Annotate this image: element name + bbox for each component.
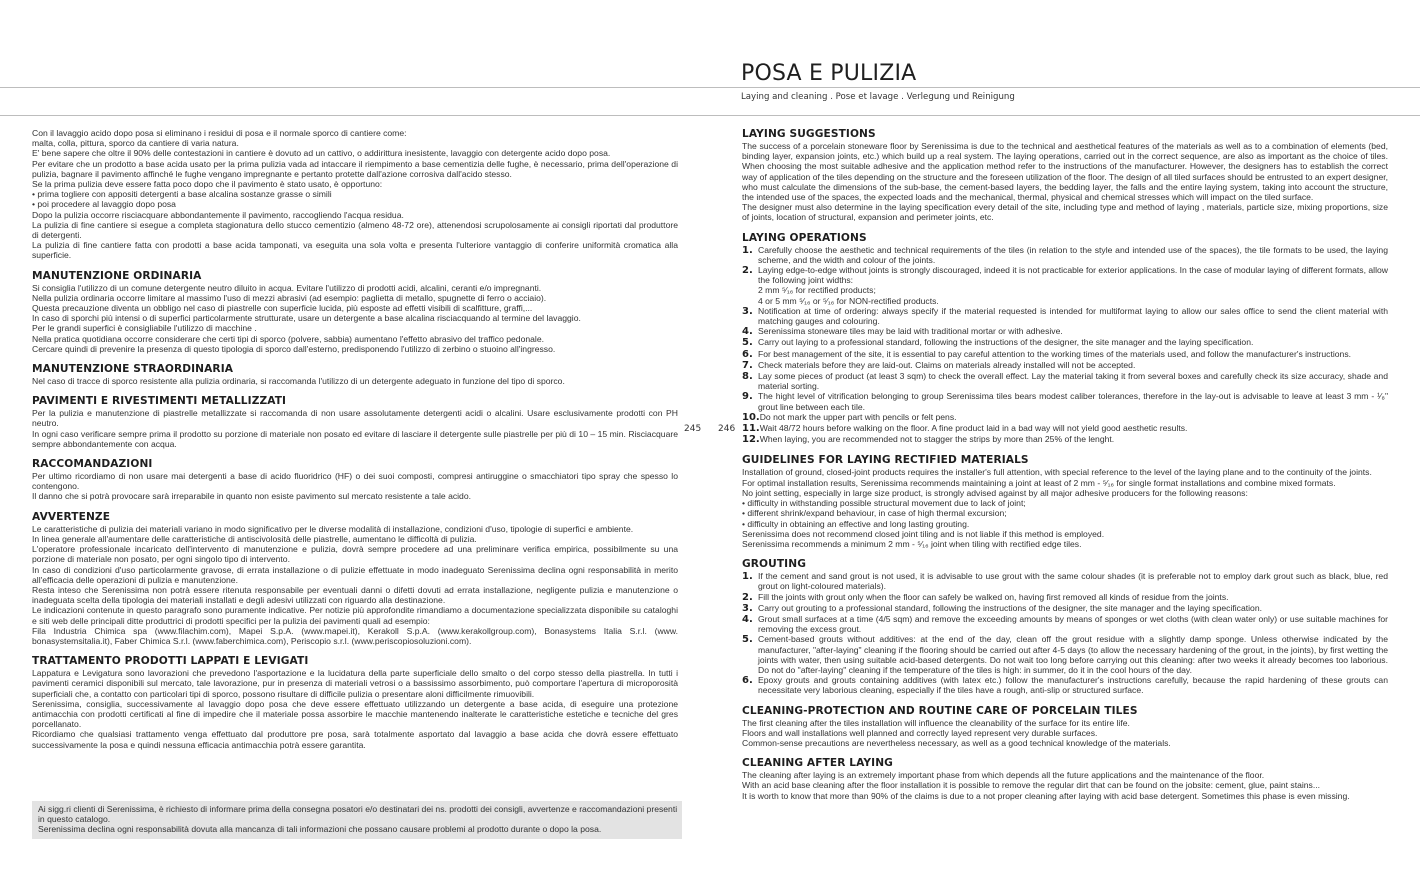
paragraph: Le caratteristiche di pulizia dei materiali variano in modo significativo per le diverse modalità di installazione, condizioni d'uso, tipologie di superfici e ambiente.	[32, 523, 634, 534]
page-title: POSA E PULIZIA	[741, 61, 917, 86]
paragraph: The designer must also determine in the laying specification every detail of the site, including type and method of laying , materials, particle size, mixing proportions, size of joints, location of structural, expansion and perimeter joints, etc.	[742, 202, 1388, 223]
list-item: 10. Do not mark the upper part with pencils or felt pens.	[742, 411, 957, 423]
section-heading: LAYING OPERATIONS	[742, 231, 867, 244]
list-item: 1. Carefully choose the aesthetic and technical requirements of the tiles (in relation to the style and intended use of the spaces), the tile formats to be used, the laying scheme, and the width and colour of the joints.	[742, 244, 1388, 265]
paragraph: In linea generale all'aumentare delle caratteristiche di antiscivolosità delle piastrelle, aumentano le difficoltà di pulizia.	[32, 533, 477, 544]
page-subtitle: Laying and cleaning . Pose et lavage . Verlegung und Reinigung	[741, 92, 1015, 102]
paragraph: • poi procedere al lavaggio dopo posa	[32, 199, 176, 210]
paragraph: Cercare quindi di prevenire la presenza di questo tipologia di sporco dall'esterno, predisponendo l'utilizzo di zerbino o stuoino all'ingresso.	[32, 343, 556, 354]
paragraph: Il danno che si potrà provocare sarà irreparabile in quanto non esiste pavimento sul mercato resistente a tale acido.	[32, 491, 472, 502]
list-item: 12. When laying, you are recommended not to stagger the strips by more than 25% of the lenght.	[742, 434, 1115, 446]
paragraph: Nella pulizia ordinaria occorre limitare al massimo l'uso di mezzi abrasivi (ad esempio: paglietta di metallo, spugnette di ferro o acciaio).	[32, 292, 547, 303]
paragraph: Lappatura e Levigatura sono lavorazioni che prevedono l'asportazione e la lucidatura della parte superficiale dello smalto o del corpo stesso della piastrella. In tutti i pavimenti ceramici disponibili sul mercato, tale lavorazione, pur in presenza di materiali vetrosi o a bassissimo assorbimento, può comportare l'apertura di microporosità superficiali che, a contatto con particolari tipi di sporco, possono risultare di difficile pulizia o presentare aloni difficilmente rimuovibili.	[32, 668, 678, 699]
paragraph: The success of a porcelain stoneware floor by Serenissima is due to the technical and aesthetical features of the materials as well as to a combination of elements (bed, binding layer, expansion joints, etc.) which build up a real system. The laying operations, carried out in the correct sequence, are also as important as the choice of tiles. When choosing the most suitable adhesive and the application method refer to the instructions of the manufacturer. However, the designers has to establish the correct way of application of the tiles depending on the structure and the foreseen utilization of the floor. The design of all tiled surfaces should be entrusted to an expert designer, who must calculate the dimensions of the sub-base, the cement-based layers, the bedding layer, the falls and the entire laying system, taking into account the structure, the intended use of the spaces, the expected loads and the mechanical, thermal, physical and chemical stresses which will impact on the tiled surface.	[742, 141, 1388, 203]
list-item: 3. Notification at time of ordering: always specify if the material requested is intended for multiformat laying to allow our sales office to send the client material with matching gauges and colouring.	[742, 305, 1388, 327]
paragraph: The cleaning after laying is an extremely important phase from which depends all the future applications and the maintenance of the floor.	[742, 770, 1265, 781]
section-heading: AVVERTENZE	[32, 510, 111, 523]
customer-note-box	[32, 801, 682, 839]
paragraph: In caso di condizioni d'uso particolarmente gravose, di errata installazione o di pulizie effettuate in modo inadeguato Serenissima declina ogni responsabilità in merito all'efficacia delle operazioni di pulizia e manutenzione.	[32, 564, 678, 585]
paragraph: malta, colla, pittura, sporco da cantiere di varia natura.	[32, 138, 239, 149]
paragraph: No joint setting, especially in large size product, is strongly advised against by all major adhesive producers for the following reasons:	[742, 487, 1248, 498]
paragraph: Per ultimo ricordiamo di non usare mai detergenti a base di acido fluoridrico (HF) o dei suoi composti, compresi antiruggine o smacchiatori tipo spray che spesso lo contengono.	[32, 471, 678, 492]
paragraph: Se la prima pulizia deve essere fatta poco dopo che il pavimento è stato usato, è opportuno:	[32, 179, 383, 190]
paragraph: • different shrink/expand behaviour, in case of high thermal excursion;	[742, 508, 1007, 519]
paragraph: Installation of ground, closed-joint products requires the installer's full attention, with special reference to the level of the laying plane and to the continuity of the joints.	[742, 467, 1372, 478]
section-cleaning-after-laying	[742, 757, 1388, 801]
section-trattamento-lappati	[32, 655, 678, 750]
paragraph: Questa precauzione diventa un obbligo nel caso di piastrelle con superficie lucida, più esposte ad effetti visibili di scalfitture, graffi,...	[32, 303, 533, 314]
paragraph: E' bene sapere che oltre il 90% delle contestazioni in cantiere è dovuto ad un cattivo, o addirittura inesistente, lavaggio con detergente acido dopo posa.	[32, 148, 611, 159]
paragraph: The first cleaning after the tiles installation will influence the cleanability of the surface for its entire life.	[742, 717, 1130, 728]
list-item: 5. Carry out laying to a professional standard, following the instructions of the designer, the site manager and the laying specification.	[742, 337, 1254, 349]
list-item: 11. Wait 48/72 hours before walking on the floor. A fine product laid in a bad way will not yield good aesthetic results.	[742, 423, 1188, 435]
paragraph: Nel caso di tracce di sporco resistente alla pulizia ordinaria, si raccomanda l'utilizzo di un detergente adeguato in funzione del tipo di sporco.	[32, 376, 565, 387]
section-heading: RACCOMANDAZIONI	[32, 458, 153, 471]
paragraph: Per le grandi superfici è consigliabile l'utilizzo di macchine .	[32, 323, 257, 334]
paragraph: Common-sense precautions are nevertheless necessary, as well as a good technical knowledge of the materials.	[742, 737, 1171, 748]
paragraph: Si consiglia l'utilizzo di un comune detergente neutro diluito in acqua. Evitare l'utilizzo di prodotti acidi, alcalini, ceranti e/o impregnanti.	[32, 282, 542, 293]
section-heading: MANUTENZIONE ORDINARIA	[32, 269, 202, 282]
paragraph: Floors and wall installations well planned and correctly layed represent very durable surfaces.	[742, 727, 1098, 738]
list-item: 4 or 5 mm ⁵⁄₁₆ or ⁵⁄₁₆ for NON-rectified products.	[758, 295, 939, 306]
paragraph: With an acid base cleaning after the floor installation it is possible to remove the regular dirt that can be found on the jobsite: cement, glue, paint stains...	[742, 780, 1321, 791]
paragraph: • difficulty in obtaining an effective and long lasting grouting.	[742, 518, 970, 529]
page-number-right: 246	[718, 424, 736, 434]
paragraph: Resta inteso che Serenissima non potrà essere ritenuta responsabile per eventuali danni o difetti dovuti ad errata installazione, negligente pulizia e manutenzione o inadeguata scelta della tipologia dei materiali installati e degli adesivi utilizzati con riguardo alla destinazione.	[32, 584, 678, 606]
paragraph: La pulizia di fine cantiere fatta con prodotti a base acida tamponati, va eseguita una sola volta e presenta l'ulteriore vantaggio di conferire uniformità cromatica alla superficie.	[32, 240, 678, 261]
section-rectified-materials	[742, 454, 1388, 549]
paragraph: In ogni caso verificare sempre prima il prodotto su porzione di materiale non posato ed evitare di lasciare il detergente sulle piastrelle per più di 10 – 15 min. Risciacquare sempre abbondantemente con acqua.	[32, 428, 678, 449]
list-item: 7. Check materials before they are laid-out. Claims on materials already installed will not be accepted.	[742, 359, 1136, 371]
paragraph: • difficulty in withstanding possible structural movement due to lack of joint;	[742, 498, 1026, 509]
note-text: Serenissima declina ogni responsabilità dovuta alla mancanza di tali informazioni che possano causare problemi al prodotto durante o dopo la posa.	[38, 824, 602, 835]
list-item: 4. Serenissima stoneware tiles may be laid with traditional mortar or with adhesive.	[742, 326, 1063, 338]
list-item: 6. Epoxy grouts and grouts containing additives (with latex etc.) follow the manufacturer's instructions carefully, because the rapid hardening of these grouts can necessitate very laborious cleaning, especially if the tiles have a rough, anti-slip or structured surface.	[742, 675, 1388, 696]
grouting-list	[742, 571, 1388, 695]
note-text: Ai sigg.ri clienti di Serenissima, è richiesto di informare prima della consegna posatori e/o destinatari dei ns. prodotti dei consigli, avvertenze e raccomandazioni presenti in questo catalogo.	[38, 804, 678, 825]
list-item: 2 mm ⁵⁄₁₆ for rectified products;	[758, 285, 876, 296]
paragraph: For optimal installation results, Serenissima recommends maintaining a joint at least of 2 mm - ⁵⁄₁₆ for single format installations and combine mixed formats.	[742, 477, 1336, 488]
section-laying-operations	[742, 232, 1388, 446]
paragraph: Serenissima recommends a minimum 2 mm - ⁵⁄₁₆ joint when tiling with rectified edge tiles.	[742, 538, 1082, 549]
right-column	[742, 128, 1388, 801]
section-heading: LAYING SUGGESTIONS	[742, 128, 876, 140]
list-item: 3. Carry out grouting to a professional standard, following the instructions of the designer, the site manager and the laying specification.	[742, 602, 1262, 614]
header-rule	[0, 115, 1420, 116]
paragraph: Fila Industria Chimica spa (www.filachim.com), Mapei S.p.A. (www.mapei.it), Kerakoll S.p.A. (www.kerakollgroup.com), Bonasystems Italia S.r.l. (www. bonasystemsitalia.it), Faber Chimica S.r.l. (www.faberchimica.com), Periscopio s.r.l. (www.periscopiosoluzioni.com).	[32, 625, 678, 646]
paragraph: • prima togliere con appositi detergenti a base alcalina sostanze grasse o simili	[32, 189, 332, 200]
list-item: 2. Fill the joints with grout only when the floor can safely be walked on, having first removed all kinds of residue from the joints.	[742, 591, 1229, 603]
list-item: 9. The hight level of vitrification belonging to group Serenissima tiles bears modest caliber tolerances, therefore in the lay-out is advisable to leave at least 3 mm - ¹⁄₈" grout line between each tile.	[742, 391, 1388, 412]
section-heading: CLEANING-PROTECTION AND ROUTINE CARE OF PORCELAIN TILES	[742, 704, 1138, 717]
section-metallizzati	[32, 395, 678, 449]
list-item: 2. Laying edge-to-edge without joints is strongly discouraged, indeed it is not practicable for exterior applications. In the case of modular laying of different formats, allow the following joint widths:	[742, 265, 1388, 286]
list-item: 4. Grout small surfaces at a time (4/5 sqm) and remove the exceeding amounts by means of sponges or wet cloths (with clean water only) or use suitable machines for removing the excess grout.	[742, 613, 1388, 635]
paragraph: Per evitare che un prodotto a base acida usato per la prima pulizia vada ad intaccare il riempimento a base cementizia delle fughe, è necessario, prima dell'operazione di pulizia, bagnare il pavimento affinché le fughe vengano impregnante e pertanto protette dall'azione corrosiva dall'acido stesso.	[32, 158, 678, 179]
section-raccomandazioni	[32, 458, 678, 502]
paragraph: Nella pratica quotidiana occorre considerare che certi tipi di sporco (polvere, sabbia) aumentano l'effetto abrasivo del traffico pedonale.	[32, 333, 544, 344]
top-rule	[0, 87, 1420, 88]
paragraph: Ricordiamo che qualsiasi trattamento venga effettuato dal produttore pre posa, sarà totalmente asportato dal lavaggio a base acida che dovrà essere effettuato successivamente la posa e quindi nessuna efficacia antimacchia potrà essere garantita.	[32, 729, 678, 750]
left-column	[32, 128, 678, 750]
intro-block	[32, 128, 678, 261]
paragraph: La pulizia di fine cantiere si esegue a completa stagionatura dello stucco cementizio (almeno 48-72 ore), attenendosi scrupolosamente ai consigli riportati dal produttore di detergenti.	[32, 219, 678, 241]
paragraph: Per la pulizia e manutenzione di piastrelle metallizzate si raccomanda di non usare assolutamente detergenti acidi o alcalini. Usare esclusivamente prodotti con PH neutro.	[32, 408, 678, 429]
list-item: 5. Cement-based grouts without additives: at the end of the day, clean off the grout residue with a slightly damp sponge. Unless otherwise indicated by the manufacturer, "after-laying" cleaning if the flooring should be carried out after 4-5 days (to allow the necessary hardening of the grout, in the joints), by first wetting the joints with water, then using suitable acid-based detergents. Do not wait too long before carrying out this cleaning: after two weeks it already becomes too laborious. Do not do "after-laying" cleaning if the temperature of the tiles is high: in summer, do it in the cool hours of the day.	[742, 634, 1388, 675]
section-grouting	[742, 558, 1388, 695]
section-heading: GUIDELINES FOR LAYING RECTIFIED MATERIALS	[742, 454, 1029, 467]
paragraph: Le indicazioni contenute in questo paragrafo sono puramente indicative. Per notizie più approfondite rimandiamo a documentazione specializzata disponibile su cataloghi e siti web delle principali ditte produttrici di prodotti specifici per la pulizia dei pavimenti quali ad esempio:	[32, 605, 678, 626]
paragraph: L'operatore professionale incaricato dell'intervento di manutenzione e pulizia, dovrà sempre procedere ad una preliminare verifica empirica, possibilmente su una porzione di materiale non posato, per ogni singolo tipo di intervento.	[32, 544, 678, 565]
section-cleaning-protection	[742, 705, 1388, 749]
section-manutenzione-straordinaria	[32, 363, 678, 386]
paragraph: Dopo la pulizia occorre risciacquare abbondantemente il pavimento, raccogliendo l'acqua residua.	[32, 209, 404, 220]
paragraph: Con il lavaggio acido dopo posa si eliminano i residui di posa e il normale sporco di cantiere come:	[32, 128, 407, 138]
section-heading: CLEANING AFTER LAYING	[742, 757, 893, 770]
section-heading: TRATTAMENTO PRODOTTI LAPPATI E LEVIGATI	[32, 655, 309, 668]
paragraph: Serenissima, consiglia, successivamente al lavaggio dopo posa che deve essere effettuato utilizzando un detergente a base acida, di eseguire una protezione antimacchia con prodotti certificati al fine di impedire che il materiale possa assorbire le macchie mantenendo inalterate le caratteristiche estetiche e tecniche del gres porcellanato.	[32, 698, 678, 730]
section-heading: MANUTENZIONE STRAORDINARIA	[32, 363, 234, 376]
list-item: 8. Lay some pieces of product (at least 3 sqm) to check the overall effect. Lay the material taking it from several boxes and carefully check its size accuracy, shade and material sorting.	[742, 371, 1388, 392]
list-item: 6. For best management of the site, it is essential to pay careful attention to the working times of the materials used, and follow the manufacturer's instructions.	[742, 348, 1351, 360]
section-heading: PAVIMENTI E RIVESTIMENTI METALLIZZATI	[32, 395, 287, 408]
list-item: 1. If the cement and sand grout is not used, it is advisable to use grout with the same colour shades (it is preferable not to employ dark grout such as black, blue, red grout on light-coloured materials).	[742, 571, 1388, 592]
section-heading: GROUTING	[742, 558, 806, 571]
section-laying-suggestions	[742, 128, 1388, 223]
section-avvertenze	[32, 511, 678, 646]
paragraph: In caso di sporchi più intensi o di superfici particolarmente strutturate, usare un detergente a base alcalina risciacquando al termine del lavaggio.	[32, 313, 581, 324]
paragraph: Serenissima does not recommend closed joint tiling and is not liable if this method is employed.	[742, 528, 1105, 539]
laying-operations-list	[742, 245, 1388, 446]
page-number-left: 245	[684, 424, 702, 434]
section-manutenzione-ordinaria	[32, 270, 678, 354]
paragraph: It is worth to know that more than 90% of the claims is due to a not proper cleaning after laying with acid base detergent. Sometimes this phase is even missing.	[742, 790, 1350, 801]
